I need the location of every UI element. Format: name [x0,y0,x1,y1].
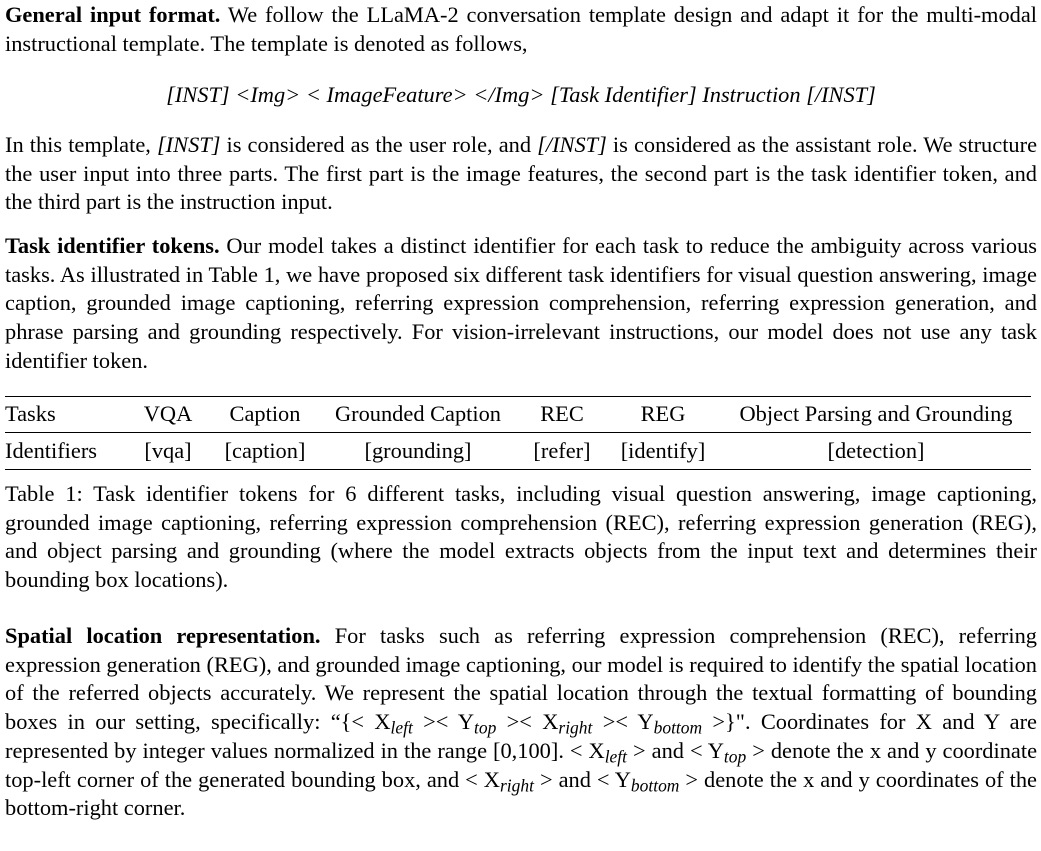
table-cell: [vqa] [123,433,213,470]
table-cell: Identifiers [5,433,123,470]
subscript: bottom [653,717,703,738]
paragraph-general-input-format [5,1,1037,58]
table-header-cell: VQA [123,397,213,433]
paragraph-text: Our model takes a distinct identifier for each task to reduce the ambiguity across various tasks. As illustrated in Table 1, we have proposed six different task identifiers for visual question answering, image caption, grounded image captioning, referring expression comprehension, referring expression generation, and phrase parsing and grounding respectively. For vision-irrelevant instructions, our model does not use any task identifier token. [5,233,1037,373]
table-header-cell: Grounded Caption [317,397,519,433]
text-span: is considered as the assistant role. We structure the user input into three parts. The first part is the image features, the second part is the task identifier token, and the third part is the instruction input. [5,132,1038,215]
template-formula: [INST] <Img> < ImageFeature> </Img> [Task Identifier] Instruction [/INST] [166,82,876,107]
inst-token: [INST] [156,132,221,157]
paragraph-heading: Spatial location representation. [5,623,321,648]
table-cell: [refer] [519,433,605,470]
paragraph-heading: Task identifier tokens. [5,233,220,258]
task-identifier-table [5,396,1031,470]
paragraph-text: We follow the LLaMA-2 conversation template design and adapt it for the multi-modal instructional template. The template is denoted as follows, [5,2,1037,56]
subscript: left [604,746,628,767]
table-header-cell: Caption [213,397,317,433]
subscript: bottom [630,774,680,795]
text-span: >< X [496,709,559,735]
subscript: right [499,774,534,795]
table-header-row [5,397,1031,433]
text-span: > denote the x and y coordinates of the bottom-right corner. [5,766,1037,821]
table-caption: Table 1: Task identifier tokens for 6 different tasks, including visual question answering, image captioning, grounded image captioning, referring expression comprehension (REC), referring expression generation (REG), and object parsing and grounding (where the model extracts objects from the input text and determines their bounding box locations). [5,481,1037,593]
text-span: For tasks such as referring expression comprehension (REC), referring expression generation (REG), and grounded image captioning, our model is required to identify the spatial location of the referred objects accurately. We represent the spatial location through the textual formatting of bounding boxes in our setting, specifically: “{< X [5,623,1037,735]
text-span: > and < Y [533,766,631,792]
paragraph-task-identifier-tokens [5,232,1037,376]
table-row [5,433,1031,470]
subscript: right [558,717,593,738]
text-span: is considered as the user role, and [220,132,538,157]
table-header-cell: REC [519,397,605,433]
table-cell: [detection] [721,433,1031,470]
paragraph-heading: General input format. [5,2,221,27]
text-span: >< Y [412,709,475,735]
inst-close-token: [/INST] [537,132,607,157]
subscript: left [390,717,413,738]
text-span: > and < Y [627,737,724,763]
text-span: In this template, [5,132,157,157]
table-header-cell: REG [605,397,721,433]
table-header-cell: Tasks [5,397,123,433]
table-cell: [caption] [213,433,317,470]
text-span: >}". Coordinates for X and Y are represented by integer values normalized in the range [0,100]. < X [5,709,1037,763]
text-span: > denote the x and y coordinate top-left corner of the generated bounding box, and < X [5,737,1038,792]
paragraph-template-description [5,131,1037,217]
table-cell: [grounding] [317,433,519,470]
subscript: top [474,717,497,738]
subscript: top [723,746,747,767]
table-cell: [identify] [605,433,721,470]
text-span: >< Y [592,709,654,735]
table-header-cell: Object Parsing and Grounding [721,397,1031,433]
paragraph-spatial-location [5,622,1037,823]
